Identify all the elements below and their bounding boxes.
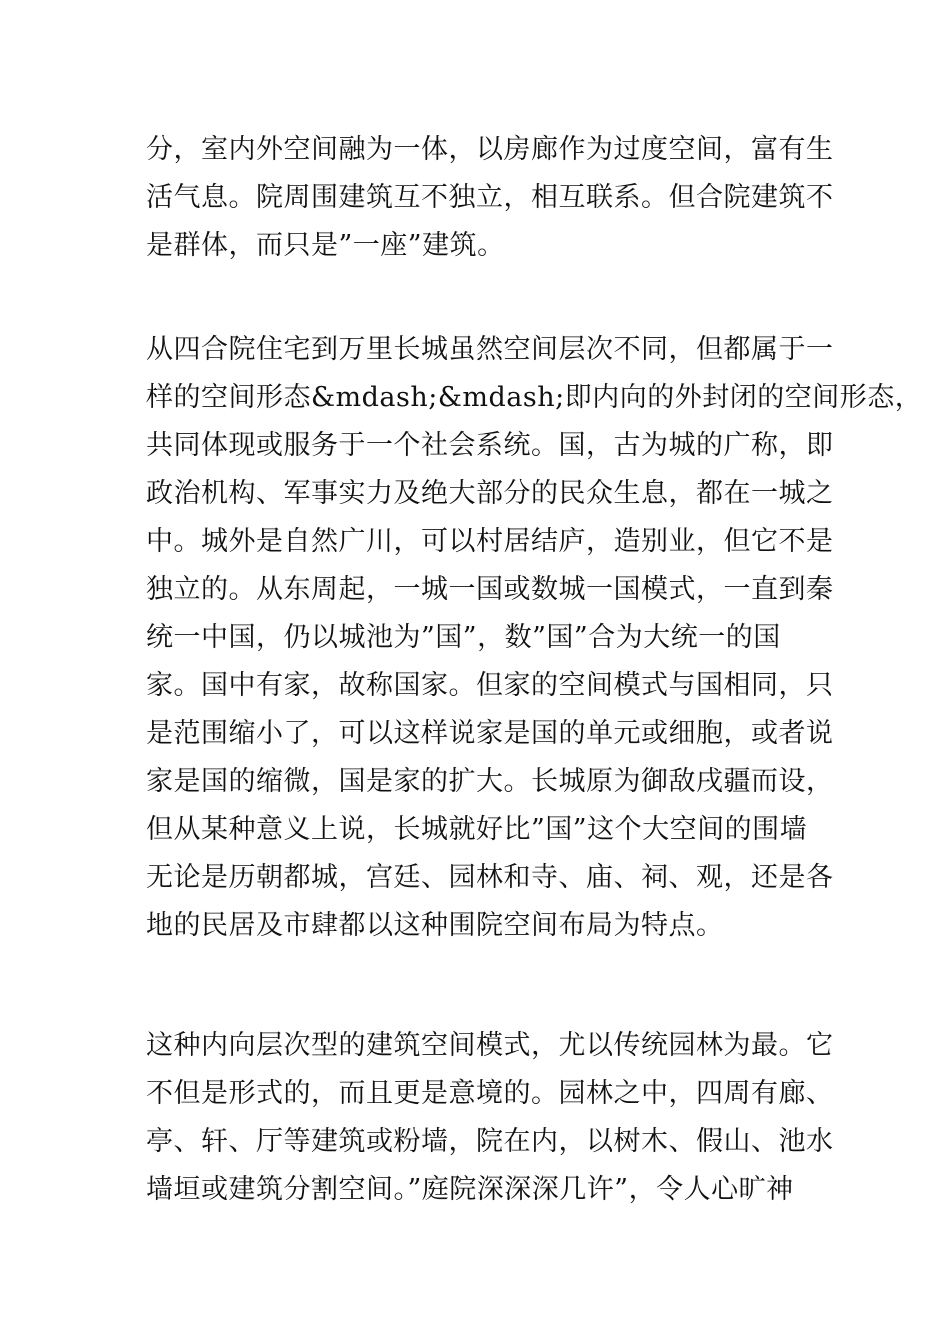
text-line: 统一中国，仍以城池为”国”，数”国”合为大统一的国 (146, 622, 781, 653)
paragraph-3 (146, 1022, 834, 1214)
text-line: 家。国中有家，故称国家。但家的空间模式与国相同，只 (146, 670, 834, 701)
text-line: 这种内向层次型的建筑空间模式，尤以传统园林为最。它 (146, 1030, 834, 1061)
text-line: 活气息。院周围建筑互不独立，相互联系。但合院建筑不 (146, 182, 834, 213)
text-line: 无论是历朝都城，宫廷、园林和寺、庙、祠、观，还是各 (146, 862, 834, 893)
paragraph-2 (146, 326, 923, 950)
text-line: 家是国的缩微，国是家的扩大。长城原为御敌戌疆而设， (146, 766, 834, 797)
text-line: 是范围缩小了，可以这样说家是国的单元或细胞，或者说 (146, 718, 834, 749)
paragraph-1 (146, 126, 834, 270)
text-line: 样的空间形态&mdash;&mdash;即内向的外封闭的空间形态， (146, 382, 923, 413)
text-line: 是群体，而只是”一座”建筑。 (146, 230, 505, 261)
text-line: 分，室内外空间融为一体，以房廊作为过度空间，富有生 (146, 134, 834, 165)
text-line: 独立的。从东周起，一城一国或数城一国模式，一直到秦 (146, 574, 834, 605)
text-line: 亭、轩、厅等建筑或粉墙，院在内，以树木、假山、池水 (146, 1126, 834, 1157)
text-line: 墙垣或建筑分割空间。”庭院深深深几许”，令人心旷神 (146, 1174, 794, 1205)
text-line: 从四合院住宅到万里长城虽然空间层次不同，但都属于一 (146, 334, 834, 365)
text-line: 不但是形式的，而且更是意境的。园林之中，四周有廊、 (146, 1078, 834, 1109)
text-line: 地的民居及市肆都以这种围院空间布局为特点。 (146, 910, 724, 941)
text-line: 政治机构、军事实力及绝大部分的民众生息，都在一城之 (146, 478, 834, 509)
text-line: 但从某种意义上说，长城就好比”国”这个大空间的围墙 (146, 814, 808, 845)
text-line: 共同体现或服务于一个社会系统。国，古为城的广称，即 (146, 430, 834, 461)
text-line: 中。城外是自然广川，可以村居结庐，造别业，但它不是 (146, 526, 834, 557)
